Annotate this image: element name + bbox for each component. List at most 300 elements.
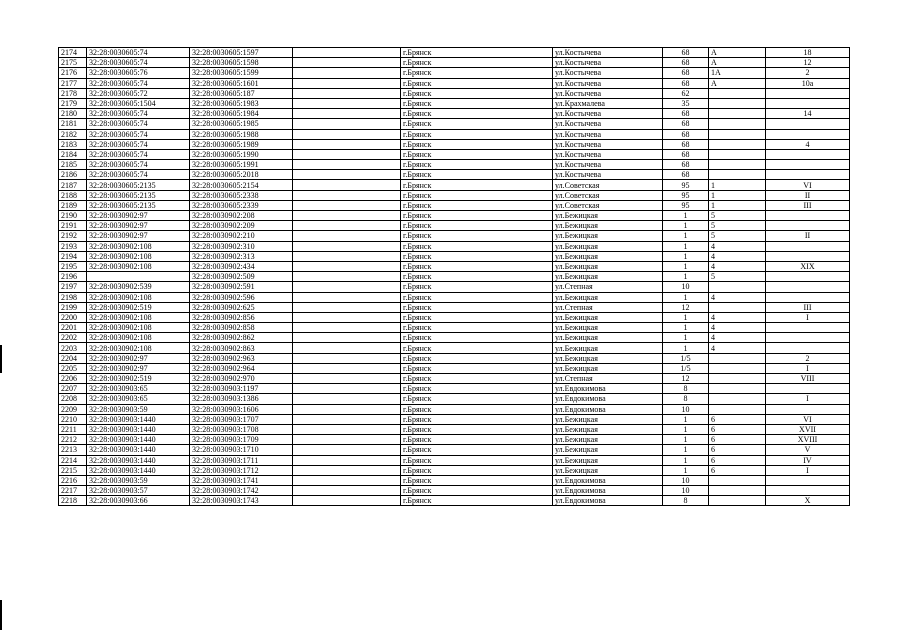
extra-field-cell — [293, 465, 401, 475]
row-number-cell: 2214 — [59, 455, 87, 465]
row-number-cell: 2196 — [59, 272, 87, 282]
house-number-cell: 1 — [663, 231, 709, 241]
street-cell: ул.Костычева — [553, 48, 663, 58]
city-cell: г.Брянск — [401, 170, 553, 180]
extra-field-cell — [293, 312, 401, 322]
parcel-cadastral-number-cell: 32:28:0030605:2135 — [87, 200, 190, 210]
row-number-cell: 2182 — [59, 129, 87, 139]
apartment-cell — [766, 475, 850, 485]
house-number-cell: 68 — [663, 109, 709, 119]
row-number-cell: 2184 — [59, 149, 87, 159]
parcel-cadastral-number-cell: 32:28:0030903:59 — [87, 404, 190, 414]
street-cell: ул.Бежицкая — [553, 241, 663, 251]
extra-field-cell — [293, 292, 401, 302]
house-number-cell: 62 — [663, 88, 709, 98]
object-cadastral-number-cell: 32:28:0030605:2339 — [190, 200, 293, 210]
apartment-cell: 10а — [766, 78, 850, 88]
parcel-cadastral-number-cell: 32:28:0030605:2135 — [87, 180, 190, 190]
object-cadastral-number-cell: 32:28:0030903:1386 — [190, 394, 293, 404]
city-cell: г.Брянск — [401, 302, 553, 312]
parcel-cadastral-number-cell: 32:28:0030902:108 — [87, 333, 190, 343]
street-cell: ул.Костычева — [553, 119, 663, 129]
street-cell: ул.Бежицкая — [553, 292, 663, 302]
table-row — [59, 312, 850, 322]
house-number-cell: 68 — [663, 149, 709, 159]
street-cell: ул.Костычева — [553, 129, 663, 139]
parcel-cadastral-number-cell: 32:28:0030605:74 — [87, 48, 190, 58]
object-cadastral-number-cell: 32:28:0030605:1598 — [190, 58, 293, 68]
apartment-cell: I — [766, 394, 850, 404]
street-cell: ул.Бежицкая — [553, 251, 663, 261]
object-cadastral-number-cell: 32:28:0030605:1991 — [190, 160, 293, 170]
street-cell: ул.Советская — [553, 190, 663, 200]
object-cadastral-number-cell: 32:28:0030902:509 — [190, 272, 293, 282]
extra-field-cell — [293, 486, 401, 496]
row-number-cell: 2206 — [59, 374, 87, 384]
extra-field-cell — [293, 343, 401, 353]
city-cell: г.Брянск — [401, 435, 553, 445]
parcel-cadastral-number-cell: 32:28:0030903:1440 — [87, 424, 190, 434]
object-cadastral-number-cell: 32:28:0030903:1708 — [190, 424, 293, 434]
city-cell: г.Брянск — [401, 261, 553, 271]
extra-field-cell — [293, 48, 401, 58]
city-cell: г.Брянск — [401, 251, 553, 261]
street-cell: ул.Советская — [553, 180, 663, 190]
house-number-cell: 8 — [663, 496, 709, 506]
parcel-cadastral-number-cell: 32:28:0030902:97 — [87, 231, 190, 241]
apartment-cell — [766, 129, 850, 139]
street-cell: ул.Костычева — [553, 58, 663, 68]
apartment-cell — [766, 384, 850, 394]
city-cell: г.Брянск — [401, 221, 553, 231]
city-cell: г.Брянск — [401, 323, 553, 333]
building-cell: 4 — [709, 261, 766, 271]
table-row — [59, 435, 850, 445]
apartment-cell: 2 — [766, 353, 850, 363]
row-number-cell: 2207 — [59, 384, 87, 394]
row-number-cell: 2190 — [59, 211, 87, 221]
house-number-cell: 8 — [663, 384, 709, 394]
object-cadastral-number-cell: 32:28:0030902:434 — [190, 261, 293, 271]
row-number-cell: 2186 — [59, 170, 87, 180]
parcel-cadastral-number-cell: 32:28:0030903:1440 — [87, 455, 190, 465]
scan-edge-mark — [0, 345, 2, 373]
city-cell: г.Брянск — [401, 424, 553, 434]
row-number-cell: 2198 — [59, 292, 87, 302]
street-cell: ул.Костычева — [553, 170, 663, 180]
table-row — [59, 475, 850, 485]
extra-field-cell — [293, 180, 401, 190]
extra-field-cell — [293, 190, 401, 200]
apartment-cell — [766, 221, 850, 231]
table-row — [59, 353, 850, 363]
building-cell: 4 — [709, 251, 766, 261]
building-cell: 4 — [709, 323, 766, 333]
city-cell: г.Брянск — [401, 200, 553, 210]
parcel-cadastral-number-cell: 32:28:0030902:108 — [87, 323, 190, 333]
object-cadastral-number-cell: 32:28:0030903:1197 — [190, 384, 293, 394]
extra-field-cell — [293, 221, 401, 231]
house-number-cell: 1 — [663, 465, 709, 475]
house-number-cell: 95 — [663, 180, 709, 190]
extra-field-cell — [293, 394, 401, 404]
apartment-cell — [766, 160, 850, 170]
apartment-cell: VI — [766, 414, 850, 424]
building-cell: 6 — [709, 435, 766, 445]
row-number-cell: 2192 — [59, 231, 87, 241]
row-number-cell: 2204 — [59, 353, 87, 363]
extra-field-cell — [293, 170, 401, 180]
object-cadastral-number-cell: 32:28:0030903:1606 — [190, 404, 293, 414]
parcel-cadastral-number-cell: 32:28:0030605:2135 — [87, 190, 190, 200]
apartment-cell — [766, 88, 850, 98]
table-row — [59, 445, 850, 455]
row-number-cell: 2199 — [59, 302, 87, 312]
object-cadastral-number-cell: 32:28:0030605:2338 — [190, 190, 293, 200]
object-cadastral-number-cell: 32:28:0030605:1599 — [190, 68, 293, 78]
parcel-cadastral-number-cell: 32:28:0030605:74 — [87, 139, 190, 149]
building-cell: 4 — [709, 292, 766, 302]
apartment-cell — [766, 486, 850, 496]
parcel-cadastral-number-cell: 32:28:0030902:97 — [87, 221, 190, 231]
house-number-cell: 68 — [663, 139, 709, 149]
extra-field-cell — [293, 211, 401, 221]
house-number-cell: 68 — [663, 68, 709, 78]
street-cell: ул.Евдокимова — [553, 404, 663, 414]
table-row — [59, 180, 850, 190]
apartment-cell: III — [766, 200, 850, 210]
row-number-cell: 2195 — [59, 261, 87, 271]
street-cell: ул.Бежицкая — [553, 272, 663, 282]
parcel-cadastral-number-cell: 32:28:0030605:74 — [87, 58, 190, 68]
table-row — [59, 98, 850, 108]
building-cell: 1А — [709, 68, 766, 78]
house-number-cell: 95 — [663, 190, 709, 200]
table-row — [59, 68, 850, 78]
city-cell: г.Брянск — [401, 333, 553, 343]
apartment-cell: 18 — [766, 48, 850, 58]
object-cadastral-number-cell: 32:28:0030903:1709 — [190, 435, 293, 445]
parcel-cadastral-number-cell: 32:28:0030902:97 — [87, 363, 190, 373]
apartment-cell: 14 — [766, 109, 850, 119]
object-cadastral-number-cell: 32:28:0030902:310 — [190, 241, 293, 251]
building-cell: А — [709, 78, 766, 88]
building-cell — [709, 384, 766, 394]
parcel-cadastral-number-cell: 32:28:0030902:97 — [87, 353, 190, 363]
row-number-cell: 2201 — [59, 323, 87, 333]
house-number-cell: 1 — [663, 323, 709, 333]
house-number-cell: 12 — [663, 302, 709, 312]
apartment-cell: VI — [766, 180, 850, 190]
object-cadastral-number-cell: 32:28:0030902:209 — [190, 221, 293, 231]
house-number-cell: 1 — [663, 333, 709, 343]
building-cell: 5 — [709, 231, 766, 241]
table-row — [59, 211, 850, 221]
building-cell — [709, 109, 766, 119]
city-cell: г.Брянск — [401, 180, 553, 190]
street-cell: ул.Костычева — [553, 109, 663, 119]
row-number-cell: 2212 — [59, 435, 87, 445]
table-row — [59, 394, 850, 404]
apartment-cell — [766, 282, 850, 292]
street-cell: ул.Бежицкая — [553, 211, 663, 221]
row-number-cell: 2185 — [59, 160, 87, 170]
building-cell: 1 — [709, 180, 766, 190]
house-number-cell: 35 — [663, 98, 709, 108]
extra-field-cell — [293, 160, 401, 170]
parcel-cadastral-number-cell: 32:28:0030903:1440 — [87, 445, 190, 455]
parcel-cadastral-number-cell: 32:28:0030605:72 — [87, 88, 190, 98]
table-row — [59, 465, 850, 475]
house-number-cell: 68 — [663, 119, 709, 129]
apartment-cell — [766, 170, 850, 180]
row-number-cell: 2203 — [59, 343, 87, 353]
extra-field-cell — [293, 333, 401, 343]
parcel-cadastral-number-cell: 32:28:0030902:519 — [87, 302, 190, 312]
extra-field-cell — [293, 445, 401, 455]
table-row — [59, 119, 850, 129]
apartment-cell — [766, 119, 850, 129]
extra-field-cell — [293, 282, 401, 292]
object-cadastral-number-cell: 32:28:0030605:1601 — [190, 78, 293, 88]
parcel-cadastral-number-cell: 32:28:0030902:108 — [87, 292, 190, 302]
house-number-cell: 10 — [663, 486, 709, 496]
house-number-cell: 1/5 — [663, 363, 709, 373]
extra-field-cell — [293, 414, 401, 424]
object-cadastral-number-cell: 32:28:0030902:591 — [190, 282, 293, 292]
row-number-cell: 2216 — [59, 475, 87, 485]
table-row — [59, 424, 850, 434]
row-number-cell: 2202 — [59, 333, 87, 343]
extra-field-cell — [293, 149, 401, 159]
city-cell: г.Брянск — [401, 374, 553, 384]
building-cell — [709, 475, 766, 485]
apartment-cell: I — [766, 312, 850, 322]
extra-field-cell — [293, 129, 401, 139]
house-number-cell: 68 — [663, 78, 709, 88]
street-cell: ул.Бежицкая — [553, 435, 663, 445]
table-row — [59, 404, 850, 414]
street-cell: ул.Степная — [553, 374, 663, 384]
apartment-cell: 4 — [766, 139, 850, 149]
extra-field-cell — [293, 363, 401, 373]
parcel-cadastral-number-cell: 32:28:0030605:74 — [87, 129, 190, 139]
table-row — [59, 149, 850, 159]
extra-field-cell — [293, 424, 401, 434]
building-cell — [709, 353, 766, 363]
extra-field-cell — [293, 435, 401, 445]
building-cell: 4 — [709, 312, 766, 322]
parcel-cadastral-number-cell: 32:28:0030903:1440 — [87, 435, 190, 445]
object-cadastral-number-cell: 32:28:0030902:625 — [190, 302, 293, 312]
apartment-cell — [766, 404, 850, 414]
house-number-cell: 1 — [663, 251, 709, 261]
city-cell: г.Брянск — [401, 486, 553, 496]
table-row — [59, 363, 850, 373]
building-cell: 5 — [709, 221, 766, 231]
building-cell — [709, 404, 766, 414]
building-cell: А — [709, 58, 766, 68]
extra-field-cell — [293, 272, 401, 282]
table-row — [59, 251, 850, 261]
row-number-cell: 2215 — [59, 465, 87, 475]
table-row — [59, 496, 850, 506]
house-number-cell: 1 — [663, 272, 709, 282]
city-cell: г.Брянск — [401, 160, 553, 170]
row-number-cell: 2187 — [59, 180, 87, 190]
table-row — [59, 292, 850, 302]
object-cadastral-number-cell: 32:28:0030902:208 — [190, 211, 293, 221]
row-number-cell: 2194 — [59, 251, 87, 261]
parcel-cadastral-number-cell: 32:28:0030902:519 — [87, 374, 190, 384]
apartment-cell: 12 — [766, 58, 850, 68]
building-cell: 4 — [709, 343, 766, 353]
row-number-cell: 2208 — [59, 394, 87, 404]
house-number-cell: 68 — [663, 58, 709, 68]
apartment-cell: II — [766, 190, 850, 200]
building-cell — [709, 394, 766, 404]
city-cell: г.Брянск — [401, 48, 553, 58]
house-number-cell: 1 — [663, 241, 709, 251]
object-cadastral-number-cell: 32:28:0030605:1985 — [190, 119, 293, 129]
apartment-cell: 2 — [766, 68, 850, 78]
building-cell: 5 — [709, 211, 766, 221]
building-cell — [709, 496, 766, 506]
extra-field-cell — [293, 200, 401, 210]
city-cell: г.Брянск — [401, 109, 553, 119]
street-cell: ул.Бежицкая — [553, 363, 663, 373]
object-cadastral-number-cell: 32:28:0030605:1983 — [190, 98, 293, 108]
apartment-cell: II — [766, 231, 850, 241]
table-row — [59, 221, 850, 231]
parcel-cadastral-number-cell: 32:28:0030902:97 — [87, 211, 190, 221]
extra-field-cell — [293, 455, 401, 465]
object-cadastral-number-cell: 32:28:0030605:1984 — [190, 109, 293, 119]
city-cell: г.Брянск — [401, 119, 553, 129]
street-cell: ул.Бежицкая — [553, 414, 663, 424]
city-cell: г.Брянск — [401, 241, 553, 251]
extra-field-cell — [293, 404, 401, 414]
row-number-cell: 2183 — [59, 139, 87, 149]
street-cell: ул.Бежицкая — [553, 333, 663, 343]
table-row — [59, 170, 850, 180]
table-row — [59, 414, 850, 424]
extra-field-cell — [293, 241, 401, 251]
row-number-cell: 2189 — [59, 200, 87, 210]
object-cadastral-number-cell: 32:28:0030605:1988 — [190, 129, 293, 139]
object-cadastral-number-cell: 32:28:0030605:2154 — [190, 180, 293, 190]
table-row — [59, 160, 850, 170]
extra-field-cell — [293, 353, 401, 363]
house-number-cell: 12 — [663, 374, 709, 384]
table-row — [59, 261, 850, 271]
building-cell: 4 — [709, 333, 766, 343]
city-cell: г.Брянск — [401, 149, 553, 159]
row-number-cell: 2188 — [59, 190, 87, 200]
object-cadastral-number-cell: 32:28:0030902:963 — [190, 353, 293, 363]
street-cell: ул.Бежицкая — [553, 455, 663, 465]
city-cell: г.Брянск — [401, 68, 553, 78]
extra-field-cell — [293, 302, 401, 312]
city-cell: г.Брянск — [401, 272, 553, 282]
street-cell: ул.Бежицкая — [553, 353, 663, 363]
building-cell: 4 — [709, 241, 766, 251]
city-cell: г.Брянск — [401, 211, 553, 221]
city-cell: г.Брянск — [401, 58, 553, 68]
street-cell: ул.Бежицкая — [553, 231, 663, 241]
table-row — [59, 272, 850, 282]
street-cell: ул.Костычева — [553, 68, 663, 78]
building-cell: А — [709, 48, 766, 58]
object-cadastral-number-cell: 32:28:0030903:1712 — [190, 465, 293, 475]
house-number-cell: 10 — [663, 404, 709, 414]
table-row — [59, 78, 850, 88]
row-number-cell: 2181 — [59, 119, 87, 129]
street-cell: ул.Евдокимова — [553, 384, 663, 394]
extra-field-cell — [293, 98, 401, 108]
street-cell: ул.Бежицкая — [553, 465, 663, 475]
house-number-cell: 1 — [663, 211, 709, 221]
row-number-cell: 2180 — [59, 109, 87, 119]
house-number-cell: 10 — [663, 282, 709, 292]
parcel-cadastral-number-cell: 32:28:0030902:108 — [87, 261, 190, 271]
house-number-cell: 68 — [663, 129, 709, 139]
object-cadastral-number-cell: 32:28:0030605:1990 — [190, 149, 293, 159]
extra-field-cell — [293, 78, 401, 88]
table-row — [59, 323, 850, 333]
row-number-cell: 2211 — [59, 424, 87, 434]
table-row — [59, 384, 850, 394]
parcel-cadastral-number-cell: 32:28:0030903:57 — [87, 486, 190, 496]
street-cell: ул.Евдокимова — [553, 475, 663, 485]
extra-field-cell — [293, 119, 401, 129]
apartment-cell: III — [766, 302, 850, 312]
row-number-cell: 2210 — [59, 414, 87, 424]
extra-field-cell — [293, 68, 401, 78]
parcel-cadastral-number-cell: 32:28:0030903:59 — [87, 475, 190, 485]
object-cadastral-number-cell: 32:28:0030903:1743 — [190, 496, 293, 506]
building-cell: 6 — [709, 465, 766, 475]
scan-edge-mark — [0, 600, 2, 630]
table-body — [59, 48, 850, 506]
house-number-cell: 68 — [663, 48, 709, 58]
building-cell: 6 — [709, 455, 766, 465]
house-number-cell: 68 — [663, 160, 709, 170]
house-number-cell: 10 — [663, 475, 709, 485]
apartment-cell — [766, 149, 850, 159]
city-cell: г.Брянск — [401, 98, 553, 108]
city-cell: г.Брянск — [401, 394, 553, 404]
row-number-cell: 2193 — [59, 241, 87, 251]
parcel-cadastral-number-cell: 32:28:0030605:76 — [87, 68, 190, 78]
apartment-cell — [766, 98, 850, 108]
street-cell: ул.Бежицкая — [553, 221, 663, 231]
house-number-cell: 1 — [663, 435, 709, 445]
parcel-cadastral-number-cell — [87, 272, 190, 282]
extra-field-cell — [293, 384, 401, 394]
city-cell: г.Брянск — [401, 312, 553, 322]
row-number-cell: 2209 — [59, 404, 87, 414]
row-number-cell: 2176 — [59, 68, 87, 78]
apartment-cell: VIII — [766, 374, 850, 384]
apartment-cell — [766, 292, 850, 302]
building-cell — [709, 149, 766, 159]
row-number-cell: 2205 — [59, 363, 87, 373]
extra-field-cell — [293, 374, 401, 384]
street-cell: ул.Евдокимова — [553, 496, 663, 506]
row-number-cell: 2178 — [59, 88, 87, 98]
object-cadastral-number-cell: 32:28:0030605:2018 — [190, 170, 293, 180]
